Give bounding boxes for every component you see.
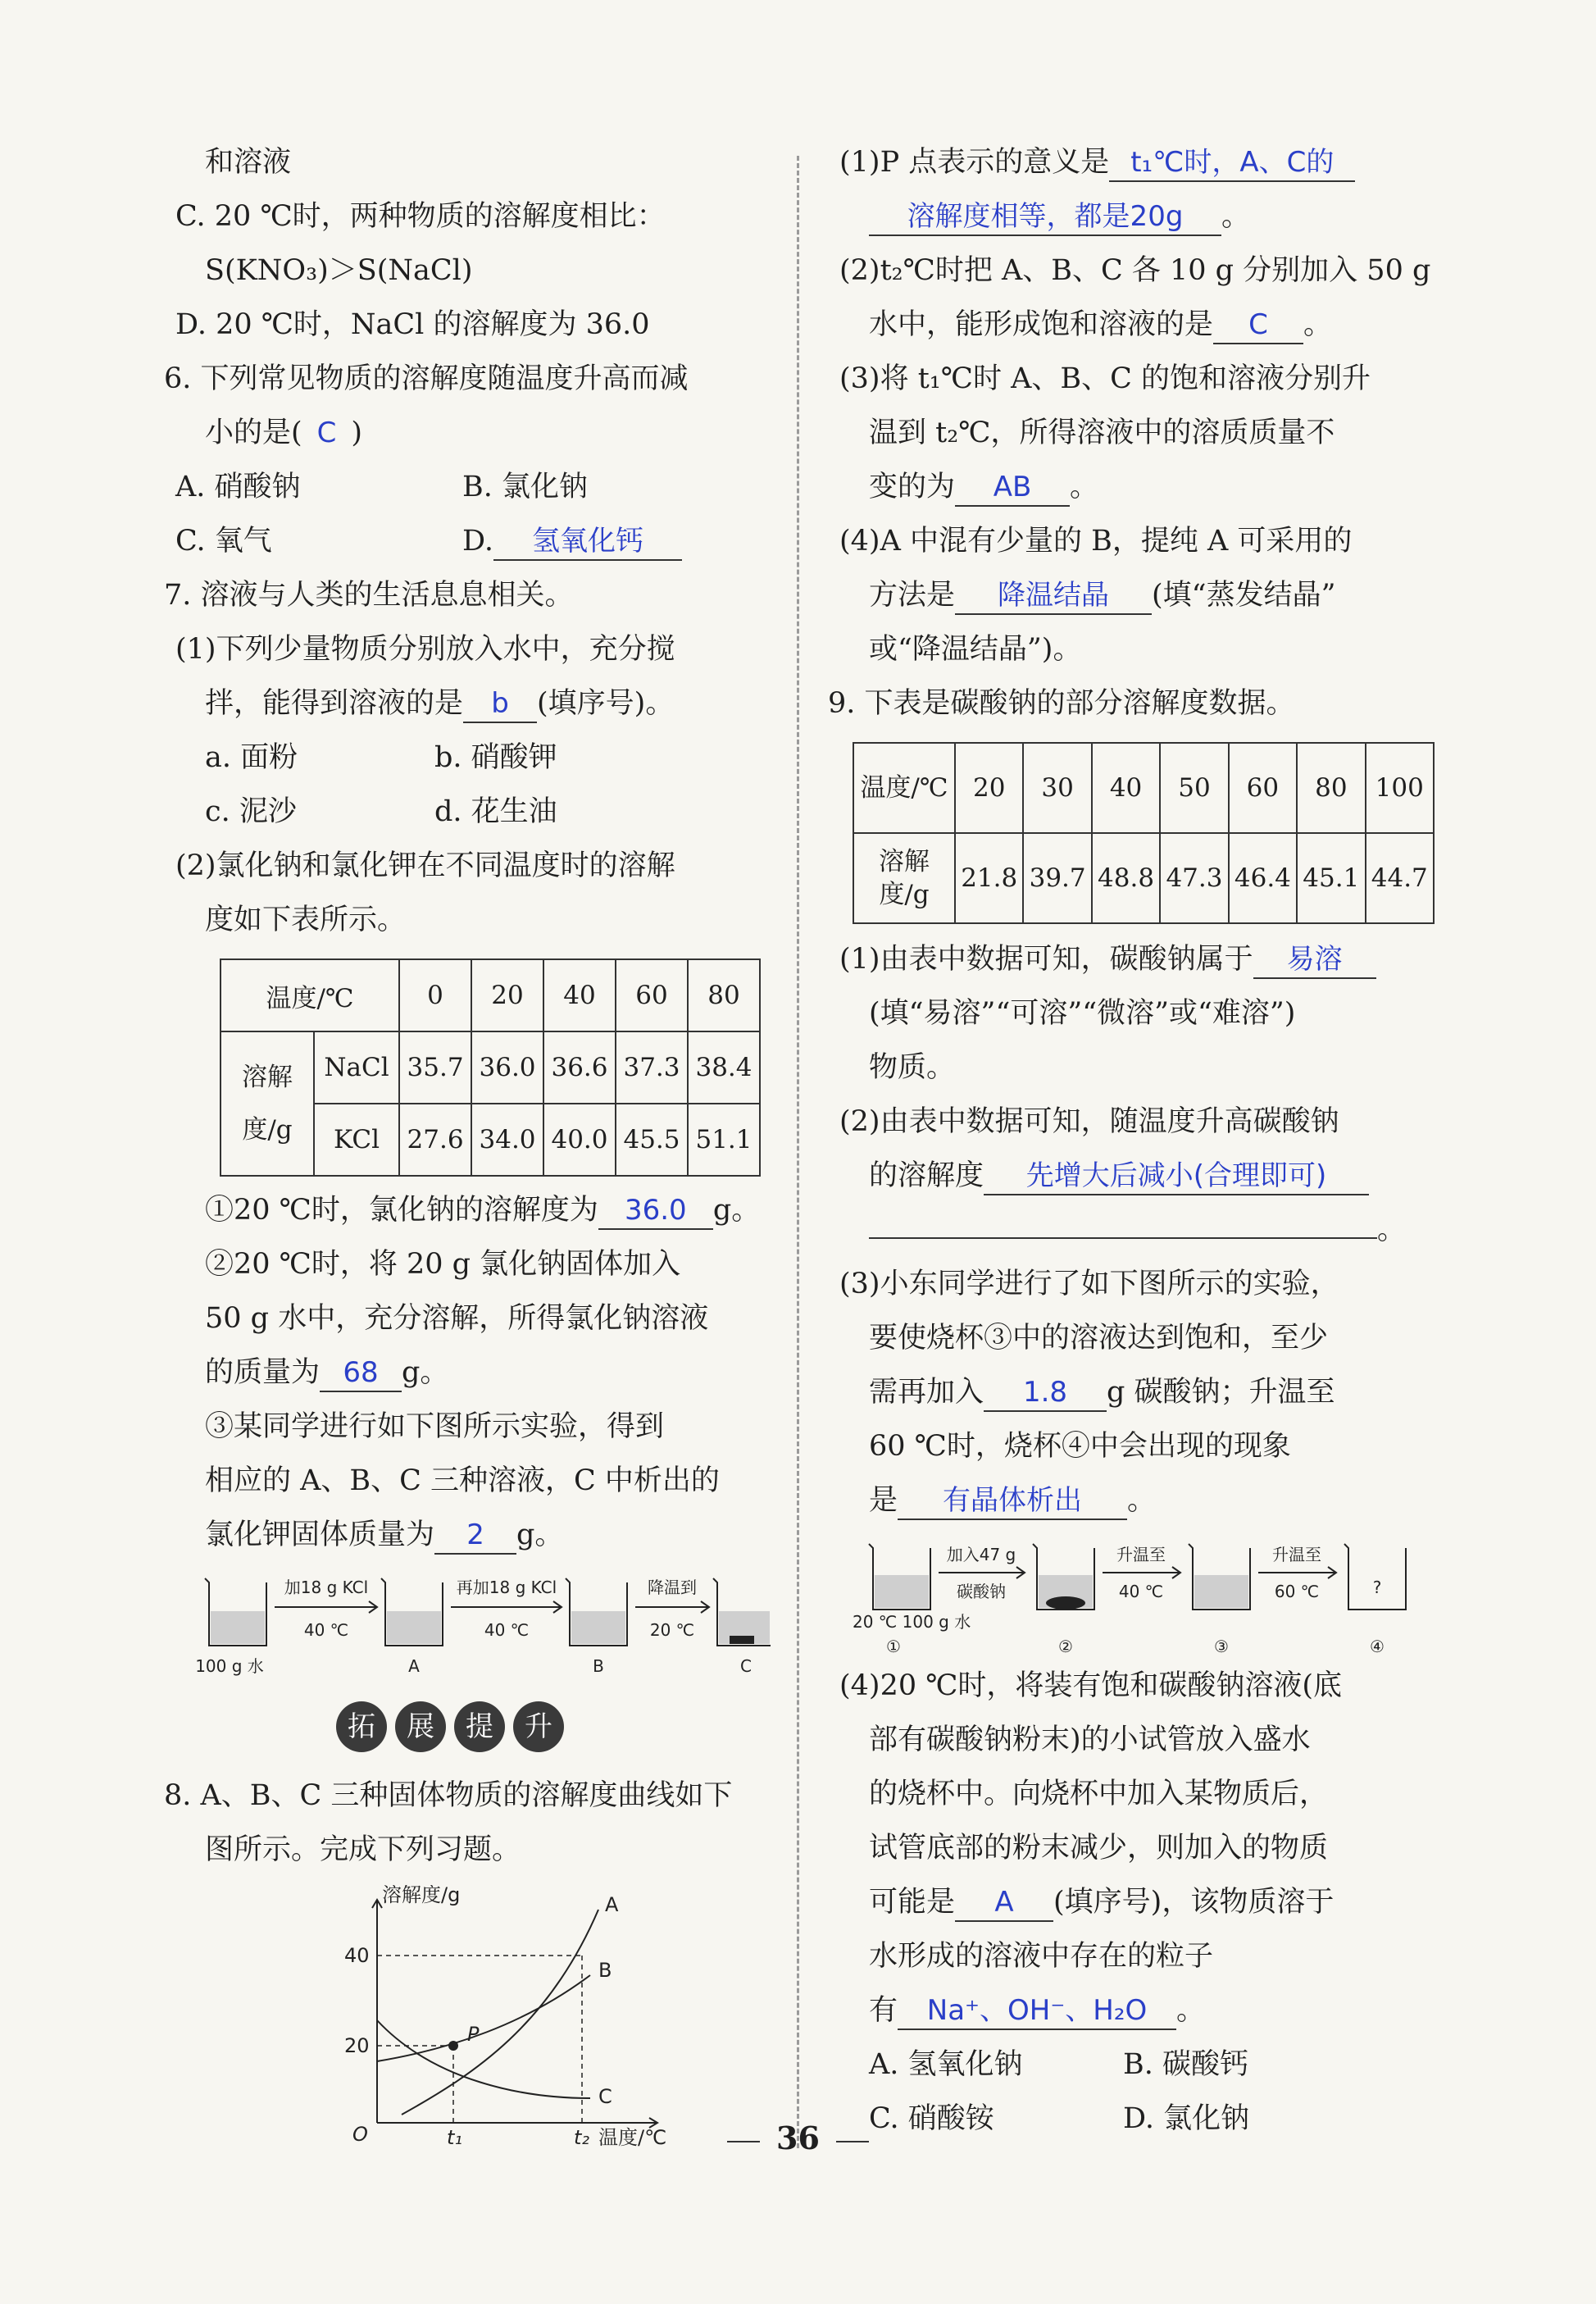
table-cell: 40.0 xyxy=(543,1104,616,1176)
q9-part4-line7: 有 Na⁺、OH⁻、H₂O 。 xyxy=(828,1983,1459,2038)
y-tick: 40 xyxy=(344,1944,370,1967)
question-6: 6. 下列常见物质的溶解度随温度升高而减 xyxy=(164,362,689,395)
q8-part1-line2: 溶解度相等，都是20g 。 xyxy=(828,189,1459,244)
q9-part3-line3: 需再加入 1.8 g 碳酸钠；升温至 xyxy=(828,1365,1459,1419)
answer-q8-2: C xyxy=(1248,308,1268,341)
q7-part1: (1)下列少量物质分别放入水中，充分搅 xyxy=(175,633,675,666)
beaker-number: ② xyxy=(1058,1637,1073,1656)
curve-a xyxy=(402,1910,598,2115)
answer-q7-1: b xyxy=(491,687,509,720)
text-line: S(KNO₃)＞S(NaCl) xyxy=(205,254,473,287)
arrow-label: 升温至 xyxy=(1272,1545,1321,1564)
q7-options-cd: c. 泥沙 d. 花生油 xyxy=(205,795,557,828)
beaker-label: 20 ℃ 100 g 水 xyxy=(853,1612,971,1632)
answer-q6-d: 氢氧化钙 xyxy=(531,525,643,558)
table-cell: 46.4 xyxy=(1229,833,1297,923)
q7-sub2: ②20 ℃时，将 20 g 氯化钠固体加入 xyxy=(205,1248,681,1281)
table-header: 溶解度/g xyxy=(853,833,955,923)
unknown-mark: ? xyxy=(1372,1578,1382,1597)
arrow-label: 升温至 xyxy=(1116,1545,1166,1564)
answer-q7-s3: 2 xyxy=(466,1519,484,1551)
table-cell: 35.7 xyxy=(399,1031,471,1104)
q8-part4: (4)A 中混有少量的 B，提纯 A 可采用的 xyxy=(839,525,1353,558)
arrow-label: 40 ℃ xyxy=(303,1620,349,1640)
q7-part2-line2: 度如下表所示。 xyxy=(205,904,407,936)
beaker-number: ③ xyxy=(1214,1637,1229,1656)
table-cell: 51.1 xyxy=(688,1104,760,1176)
curve-label-b: B xyxy=(598,1959,612,1982)
q9-part4-line3: 的烧杯中。向烧杯中加入某物质后， xyxy=(869,1778,1329,1810)
arrow-label: 40 ℃ xyxy=(484,1620,530,1640)
question-9: 9. 下表是碳酸钠的部分溶解度数据。 xyxy=(828,687,1295,720)
beaker-label: 100 g 水 xyxy=(195,1656,264,1676)
beaker-label: A xyxy=(408,1656,420,1676)
table-row-label: KCl xyxy=(314,1104,399,1176)
q8-part3-line3: 变的为 AB 。 xyxy=(828,460,1459,514)
option-d: D. 20 ℃时，NaCl 的溶解度为 36.0 xyxy=(175,308,650,341)
table-cell: 50 xyxy=(1160,743,1228,833)
table-header: 温度/℃ xyxy=(853,743,955,833)
beaker-icon xyxy=(1344,1544,1406,1610)
table-cell: 36.0 xyxy=(471,1031,543,1104)
q8-part3-line2: 温到 t₂℃，所得溶液中的溶质质量不 xyxy=(869,417,1335,449)
arrow-label: 再加18 g KCl xyxy=(456,1578,557,1597)
q9-part3-line4: 60 ℃时，烧杯④中会出现的现象 xyxy=(869,1430,1291,1463)
q8-part2-line2: 水中，能形成饱和溶液的是 C 。 xyxy=(828,298,1459,352)
answer-q9-4b: Na⁺、OH⁻、H₂O xyxy=(926,1994,1148,2027)
table-cell: 20 xyxy=(471,959,543,1031)
y-axis-label: 溶解度/g xyxy=(382,1885,461,1906)
table-row-label: NaCl xyxy=(314,1031,399,1104)
arrow-label: 60 ℃ xyxy=(1274,1582,1320,1601)
answer-q7-s1: 36.0 xyxy=(624,1194,687,1227)
table-cell: 38.4 xyxy=(688,1031,760,1104)
q7-sub2-line2: 50 g 水中，充分溶解，所得氯化钠溶液 xyxy=(205,1302,709,1335)
answer-q7-s2: 68 xyxy=(343,1356,379,1389)
origin-label: O xyxy=(352,2123,368,2146)
question-6-line2: 小的是( C ) xyxy=(205,417,363,449)
answer-q9-3b: 有晶体析出 xyxy=(943,1484,1083,1517)
q7-sub3: ③某同学进行如下图所示实验，得到 xyxy=(205,1410,665,1443)
point-p xyxy=(448,2041,458,2051)
q7-options-ab: a. 面粉 b. 硝酸钾 xyxy=(205,741,557,774)
q9-options-ab: A. 氢氧化钠 B. 碳酸钙 xyxy=(869,2048,1248,2081)
answer-q9-1: 易溶 xyxy=(1286,943,1343,976)
table-cell: 37.3 xyxy=(616,1031,688,1104)
arrow-label: 加入47 g xyxy=(946,1545,1016,1564)
table-cell: 44.7 xyxy=(1366,833,1434,923)
powder-icon xyxy=(1046,1596,1085,1610)
option-c: C. 20 ℃时，两种物质的溶解度相比： xyxy=(175,200,666,233)
q9-part2-line3: 。 xyxy=(828,1203,1459,1257)
page-number: 36 xyxy=(0,2120,1596,2156)
beaker-number: ④ xyxy=(1370,1637,1385,1656)
curve-c xyxy=(377,2020,590,2098)
beaker-number: ① xyxy=(886,1637,901,1656)
beaker-label: B xyxy=(593,1656,604,1676)
answer-q8-1b: 溶解度相等，都是20g xyxy=(907,200,1184,233)
table-cell: 80 xyxy=(688,959,760,1031)
q7-sub3-line3: 氯化钾固体质量为 2 g。 xyxy=(164,1508,771,1562)
arrow-label: 降温到 xyxy=(648,1578,697,1597)
q9-part4: (4)20 ℃时，将装有饱和碳酸钠溶液(底 xyxy=(839,1669,1343,1702)
arrow-label: 40 ℃ xyxy=(1118,1582,1164,1601)
q8-part3: (3)将 t₁℃时 A、B、C 的饱和溶液分别升 xyxy=(839,362,1371,395)
solubility-table-nacl-kcl xyxy=(220,958,761,1177)
beaker-label: C xyxy=(740,1656,752,1676)
answer-q9-4a: A xyxy=(994,1886,1014,1919)
q6-options-cd: C. 氧气 D. 氢氧化钙 xyxy=(164,514,771,568)
q9-part1: (1)由表中数据可知，碳酸钠属于 易溶 xyxy=(828,932,1459,986)
sodium-carbonate-experiment-diagram xyxy=(853,1536,1459,1659)
q9-part3: (3)小东同学进行了如下图所示的实验， xyxy=(839,1268,1339,1300)
q9-part4-line2: 部有碳酸钠粉末)的小试管放入盛水 xyxy=(869,1723,1311,1756)
q9-part1-line2: (填“易溶”“可溶”“微溶”或“难溶”) xyxy=(869,997,1296,1030)
table-cell: 45.1 xyxy=(1297,833,1365,923)
q9-part4-line4: 试管底部的粉末减少，则加入的物质 xyxy=(869,1832,1329,1865)
solubility-curve-graph xyxy=(328,1885,672,2147)
question-8: 8. A、B、C 三种固体物质的溶解度曲线如下 xyxy=(164,1779,733,1812)
x-tick-t1: t₁ xyxy=(447,2126,463,2147)
q7-part1-line2: 拌，能得到溶液的是 b (填序号)。 xyxy=(164,676,771,731)
q9-part1-line3: 物质。 xyxy=(869,1051,956,1084)
table-cell: 48.8 xyxy=(1092,833,1160,923)
q9-options-cd: C. 硝酸铵 D. 氯化钠 xyxy=(869,2102,1250,2135)
section-header-expand: 拓 展 提 升 xyxy=(336,1701,572,1752)
curve-label-c: C xyxy=(598,2085,612,2108)
kcl-experiment-diagram xyxy=(164,1570,771,1685)
table-cell: 80 xyxy=(1297,743,1365,833)
q8-part1: (1)P 点表示的意义是 t₁℃时，A、C的 xyxy=(828,135,1459,189)
table-cell: 21.8 xyxy=(955,833,1023,923)
point-label-p: P xyxy=(467,2023,480,2046)
q7-part2: (2)氯化钠和氯化钾在不同温度时的溶解 xyxy=(175,849,675,882)
q8-part4-line2: 方法是 降温结晶 (填“蒸发结晶” xyxy=(828,568,1459,622)
table-cell: 40 xyxy=(543,959,616,1031)
table-header: 温度/℃ xyxy=(221,959,399,1031)
right-column xyxy=(828,135,1459,2146)
arrow-label: 加18 g KCl xyxy=(284,1578,369,1597)
table-cell: 40 xyxy=(1092,743,1160,833)
answer-q8-1a: t₁℃时，A、C的 xyxy=(1130,146,1335,179)
table-cell: 100 xyxy=(1366,743,1434,833)
answer-q9-2: 先增大后减小(合理即可) xyxy=(1025,1159,1327,1192)
text-line: 和溶液 xyxy=(205,146,292,179)
table-cell: 20 xyxy=(955,743,1023,833)
x-axis-label: 温度/℃ xyxy=(598,2126,667,2147)
table-cell: 30 xyxy=(1023,743,1091,833)
answer-q8-4: 降温结晶 xyxy=(998,579,1110,612)
table-cell: 27.6 xyxy=(399,1104,471,1176)
table-cell: 36.6 xyxy=(543,1031,616,1104)
table-cell: 45.5 xyxy=(616,1104,688,1176)
table-cell: 39.7 xyxy=(1023,833,1091,923)
table-cell: 47.3 xyxy=(1160,833,1228,923)
q8-part2: (2)t₂℃时把 A、B、C 各 10 g 分别加入 50 g xyxy=(839,254,1431,287)
column-divider xyxy=(797,156,799,2148)
q8-part4-line3: 或“降温结晶”)。 xyxy=(869,633,1082,666)
answer-q8-3: AB xyxy=(993,471,1032,503)
precipitate-icon xyxy=(730,1636,754,1644)
answer-q6: C xyxy=(316,417,337,449)
answer-q9-3a: 1.8 xyxy=(1022,1376,1068,1409)
sodium-carbonate-solubility-table xyxy=(853,742,1435,924)
question-7: 7. 溶液与人类的生活息息相关。 xyxy=(164,579,574,612)
q9-part4-line5: 可能是 A (填序号)，该物质溶于 xyxy=(828,1875,1459,1929)
arrow-label: 20 ℃ xyxy=(649,1620,695,1640)
q6-options-ab: A. 硝酸钠 B. 氯化钠 xyxy=(175,471,588,503)
table-cell: 60 xyxy=(616,959,688,1031)
q9-part2-line2: 的溶解度 先增大后减小(合理即可) xyxy=(828,1149,1459,1203)
q9-part3-line5: 是 有晶体析出 。 xyxy=(828,1473,1459,1528)
table-cell: 0 xyxy=(399,959,471,1031)
question-8-line2: 图所示。完成下列习题。 xyxy=(205,1833,521,1866)
q9-part2: (2)由表中数据可知，随温度升高碳酸钠 xyxy=(839,1105,1339,1138)
left-column xyxy=(164,135,771,2147)
q7-sub2-line3: 的质量为 68 g。 xyxy=(164,1346,771,1400)
q9-part3-line2: 要使烧杯③中的溶液达到饱和，至少 xyxy=(869,1322,1329,1355)
x-tick-t2: t₂ xyxy=(574,2126,590,2147)
table-cell: 34.0 xyxy=(471,1104,543,1176)
q7-sub1: ①20 ℃时，氯化钠的溶解度为 36.0 g。 xyxy=(164,1183,771,1237)
curve-label-a: A xyxy=(605,1893,619,1916)
q7-sub3-line2: 相应的 A、B、C 三种溶液，C 中析出的 xyxy=(205,1464,720,1497)
q9-part4-line6: 水形成的溶液中存在的粒子 xyxy=(869,1940,1214,1973)
table-cell: 60 xyxy=(1229,743,1297,833)
y-tick: 20 xyxy=(344,2034,370,2057)
arrow-label: 碳酸钠 xyxy=(957,1582,1006,1601)
table-header: 溶解度/g xyxy=(221,1031,314,1176)
